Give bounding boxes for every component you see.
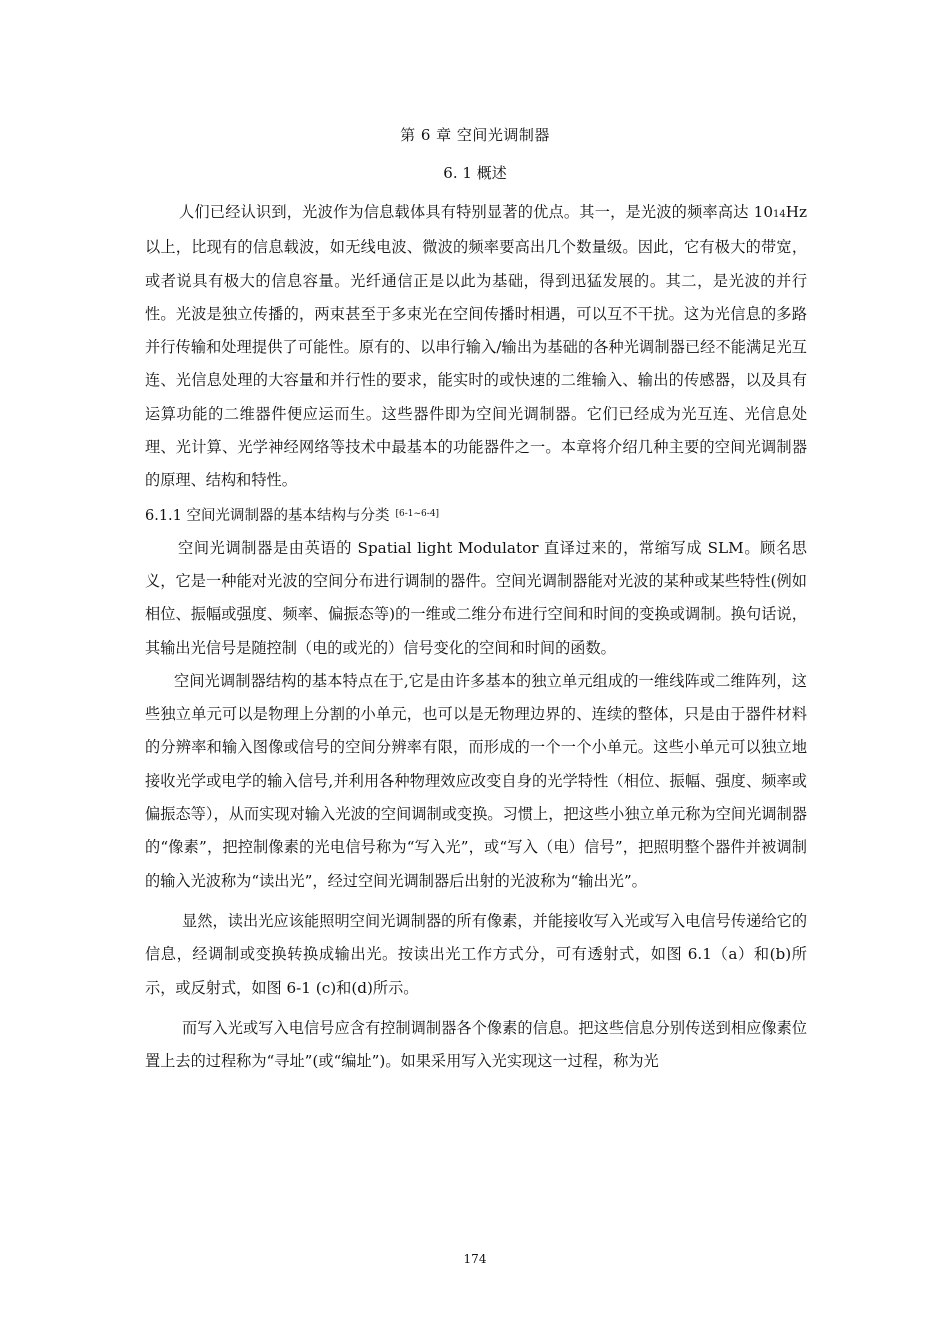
subsection-title-text: 6.1.1 空间光调制器的基本结构与分类 [145,507,390,524]
paragraph-4: 显然，读出光应该能照明空间光调制器的所有像素，并能接收写入光或写入电信号传递给它的信息，经调制或变换转换成输出光。按读出光工作方式分，可有透射式，如图 6.1（a）和(b)所示，或反射式，如图 6-1 (c)和(d)所示。 [145,911,807,997]
subsection-title [145,498,807,532]
chapter-title: 第 6 章 空间光调制器 [400,126,550,144]
paragraph-3: 空间光调制器结构的基本特点在于,它是由许多基本的独立单元组成的一维线阵或二维阵列，这些独立单元可以是物理上分割的小单元，也可以是无物理边界的、连续的整体，只是由于器件材料的分辨率和输入图像或信号的空间分辨率有限，而形成的一个一个小单元。这些小单元可以独立地接收光学或电学的输入信号,并利用各种物理效应改变自身的光学特性（相位、振幅、强度、频率或偏振态等），从而实现对输入光波的空间调制或变换。习惯上，把这些小独立单元称为空间光调制器的“像素”，把控制像素的光电信号称为“写入光”，或“写入（电）信号”，把照明整个器件并被调制的输入光波称为“读出光”，经过空间光调制器后出射的光波称为“输出光”。 [145,671,807,890]
paragraph-1-part-b: Hz 以上，比现有的信息载波，如无线电波、微波的频率要高出几个数量级。因此，它有极大的带宽，或者说具有极大的信息容量。光纤通信正是以此为基础，得到迅猛发展的。其二，是光波的并行性。光波是独立传播的，两束甚至于多束光在空间传播时相遇，可以互不干扰。这为光信息的多路并行传输和处理提供了可能性。原有的、以串行输入/输出为基础的各种光调制器已经不能满足光互连、光信息处理的大容量和并行性的要求，能实时的或快速的二维输入、输出的传感器，以及具有运算功能的二维器件便应运而生。这些器件即为空间光调制器。它们已经成为光互连、光信息处理、光计算、光学神经网络等技术中最基本的功能器件之一。本章将介绍几种主要的空间光调制器的原理、结构和特性。 [145,203,807,490]
body-text [145,196,807,1078]
page-number: 174 [463,1252,487,1266]
paragraph-5: 而写入光或写入电信号应含有控制调制器各个像素的信息。把这些信息分别传送到相应像素位置上去的过程称为“寻址”(或“编址”)。如果采用写入光实现这一过程，称为光 [145,1018,807,1071]
paragraph-1-part-a: 人们已经认识到，光波作为信息载体具有特别显著的优点。其一，是光波的频率高达 10 [179,203,774,221]
paragraph-1 [145,196,807,498]
paragraph-2: 空间光调制器是由英语的 Spatial light Modulator 直译过来的，常缩写成 SLM。顾名思义，它是一种能对光波的空间分布进行调制的器件。空间光调制器能对光波的某种或某些特性(例如相位、振幅或强度、频率、偏振态等)的一维或二维分布进行空间和时间的变换或调制。换句话说，其输出光信号是随控制（电的或光的）信号变化的空间和时间的函数。 [145,538,807,657]
exponent: 14 [773,209,786,220]
section-title: 6. 1 概述 [443,164,507,182]
reference-citation: [6-1~6-4] [395,508,440,519]
